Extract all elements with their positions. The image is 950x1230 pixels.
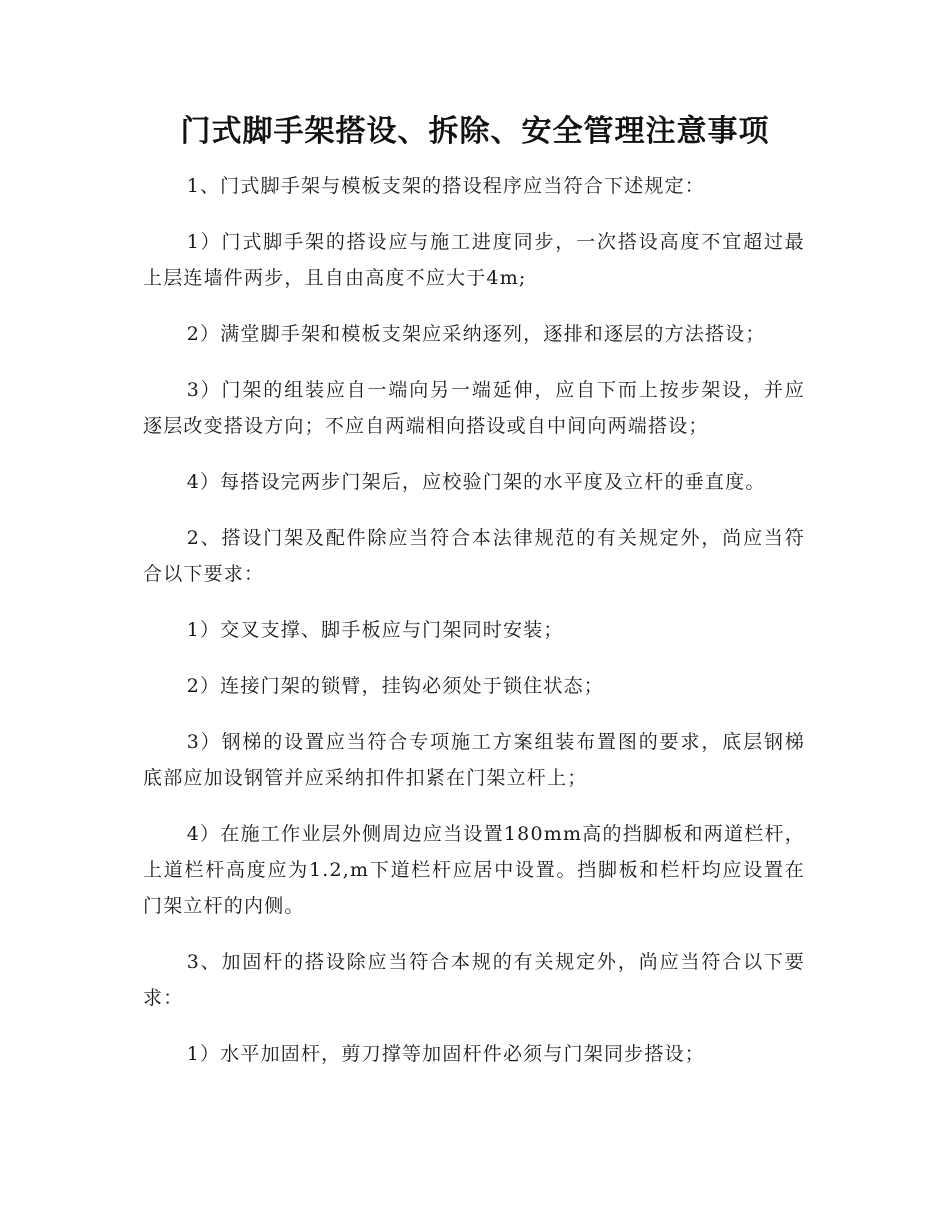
paragraph: 3、加固杆的搭设除应当符合本规的有关规定外，尚应当符合以下要求： <box>143 951 805 1009</box>
paragraph: 4）每搭设完两步门架后，应校验门架的水平度及立杆的垂直度。 <box>186 471 766 493</box>
document-body <box>143 168 805 1092</box>
paragraph: 3）门架的组装应自一端向另一端延伸，应自下而上按步架设，并应逐层改变搭设方向；不应自两端相向搭设或自中间向两端搭设； <box>143 379 805 437</box>
document-title: 门式脚手架搭设、拆除、安全管理注意事项 <box>180 114 770 149</box>
paragraph: 2）连接门架的锁臂，挂钩必须处于锁住状态； <box>186 675 604 697</box>
paragraph: 2、搭设门架及配件除应当符合本法律规范的有关规定外，尚应当符合以下要求： <box>143 527 805 585</box>
paragraph: 2）满堂脚手架和模板支架应采纳逐列，逐排和逐层的方法搭设； <box>186 323 766 345</box>
paragraph: 1、门式脚手架与模板支架的搭设程序应当符合下述规定： <box>186 175 705 197</box>
paragraph: 1）水平加固杆，剪刀撑等加固杆件必须与门架同步搭设； <box>186 1043 705 1065</box>
paragraph: 3）钢梯的设置应当符合专项施工方案组装布置图的要求，底层钢梯底部应加设钢管并应采纳扣件扣紧在门架立杆上； <box>143 731 805 789</box>
paragraph: 4）在施工作业层外侧周边应当设置180mm高的挡脚板和两道栏杆，上道栏杆高度应为1.2,m下道栏杆应居中设置。挡脚板和栏杆均应设置在门架立杆的内侧。 <box>143 823 805 917</box>
paragraph: 1）交叉支撑、脚手板应与门架同时安装； <box>186 619 564 641</box>
paragraph: 1）门式脚手架的搭设应与施工进度同步，一次搭设高度不宜超过最上层连墙件两步，且自由高度不应大于4m; <box>143 231 805 289</box>
